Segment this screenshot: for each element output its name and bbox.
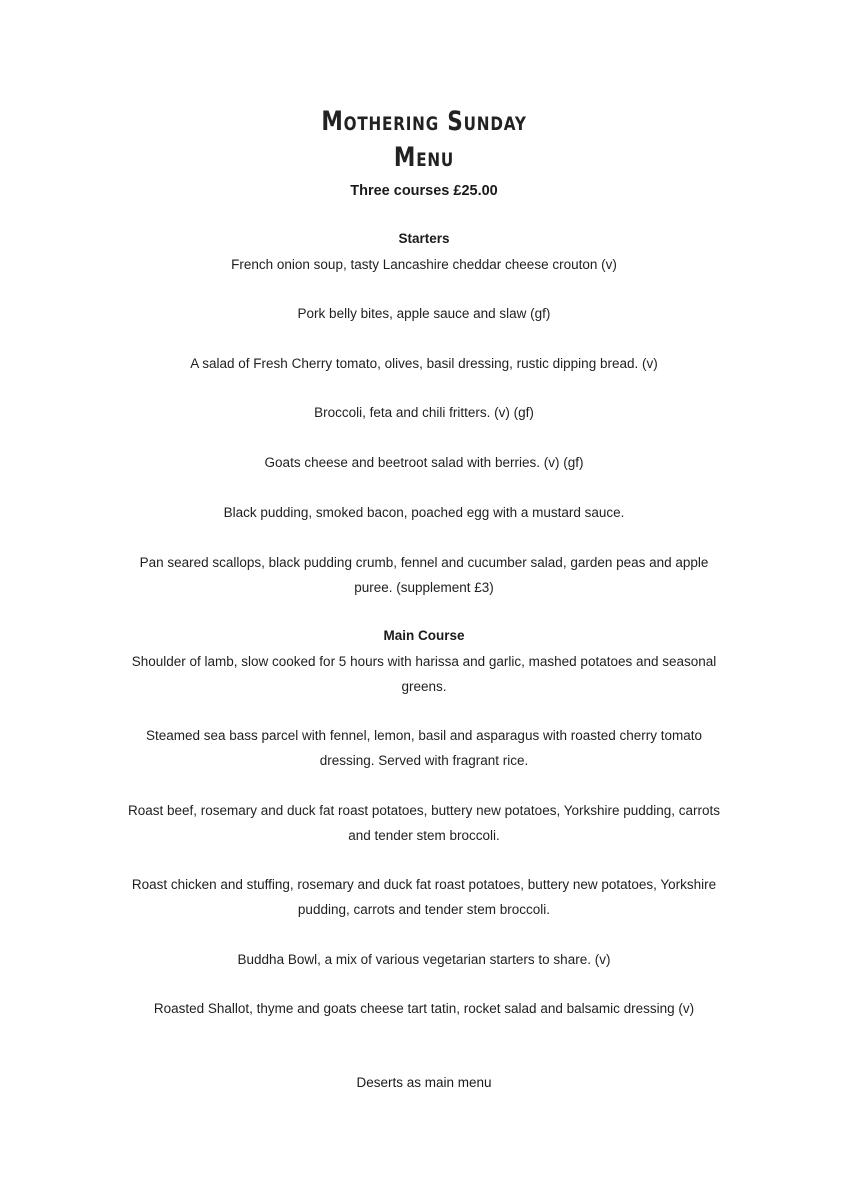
main-course-item: Shoulder of lamb, slow cooked for 5 hours with harissa and garlic, mashed potatoes and seasonal greens. [131, 654, 717, 694]
main-course-item: Roast chicken and stuffing, rosemary and duck fat roast potatoes, buttery new potatoes, Yorkshire pudding, carrots and tender stem broccoli. [131, 877, 717, 917]
main-course-item: Buddha Bowl, a mix of various vegetarian starters to share. (v) [237, 952, 611, 967]
starters-heading: Starters [398, 231, 450, 246]
starter-item: Pork belly bites, apple sauce and slaw (gf) [297, 306, 551, 321]
main-course-item: Roast beef, rosemary and duck fat roast potatoes, buttery new potatoes, Yorkshire pudding, carrots and tender stem broccoli. [127, 803, 721, 843]
main-course-heading: Main Course [383, 628, 465, 643]
title-line-2: Menu [393, 142, 455, 173]
menu-title [0, 104, 848, 176]
desserts-note: Deserts as main menu [356, 1075, 492, 1090]
main-course-item: Steamed sea bass parcel with fennel, lemon, basil and asparagus with roasted cherry tomato dressing. Served with fragrant rice. [145, 728, 703, 768]
starter-item: Pan seared scallops, black pudding crumb, fennel and cucumber salad, garden peas and apple puree. (supplement £3) [139, 555, 709, 595]
starter-item: French onion soup, tasty Lancashire cheddar cheese crouton (v) [231, 257, 617, 272]
main-course-item: Roasted Shallot, thyme and goats cheese tart tatin, rocket salad and balsamic dressing (v) [153, 1001, 695, 1016]
starter-item: A salad of Fresh Cherry tomato, olives, basil dressing, rustic dipping bread. (v) [190, 356, 658, 371]
title-line-1: Mothering Sunday [321, 106, 527, 137]
price-line: Three courses £25.00 [350, 183, 498, 199]
starter-item: Goats cheese and beetroot salad with berries. (v) (gf) [264, 455, 584, 470]
starter-item: Broccoli, feta and chili fritters. (v) (gf) [314, 405, 534, 420]
starter-item: Black pudding, smoked bacon, poached egg with a mustard sauce. [223, 505, 625, 520]
